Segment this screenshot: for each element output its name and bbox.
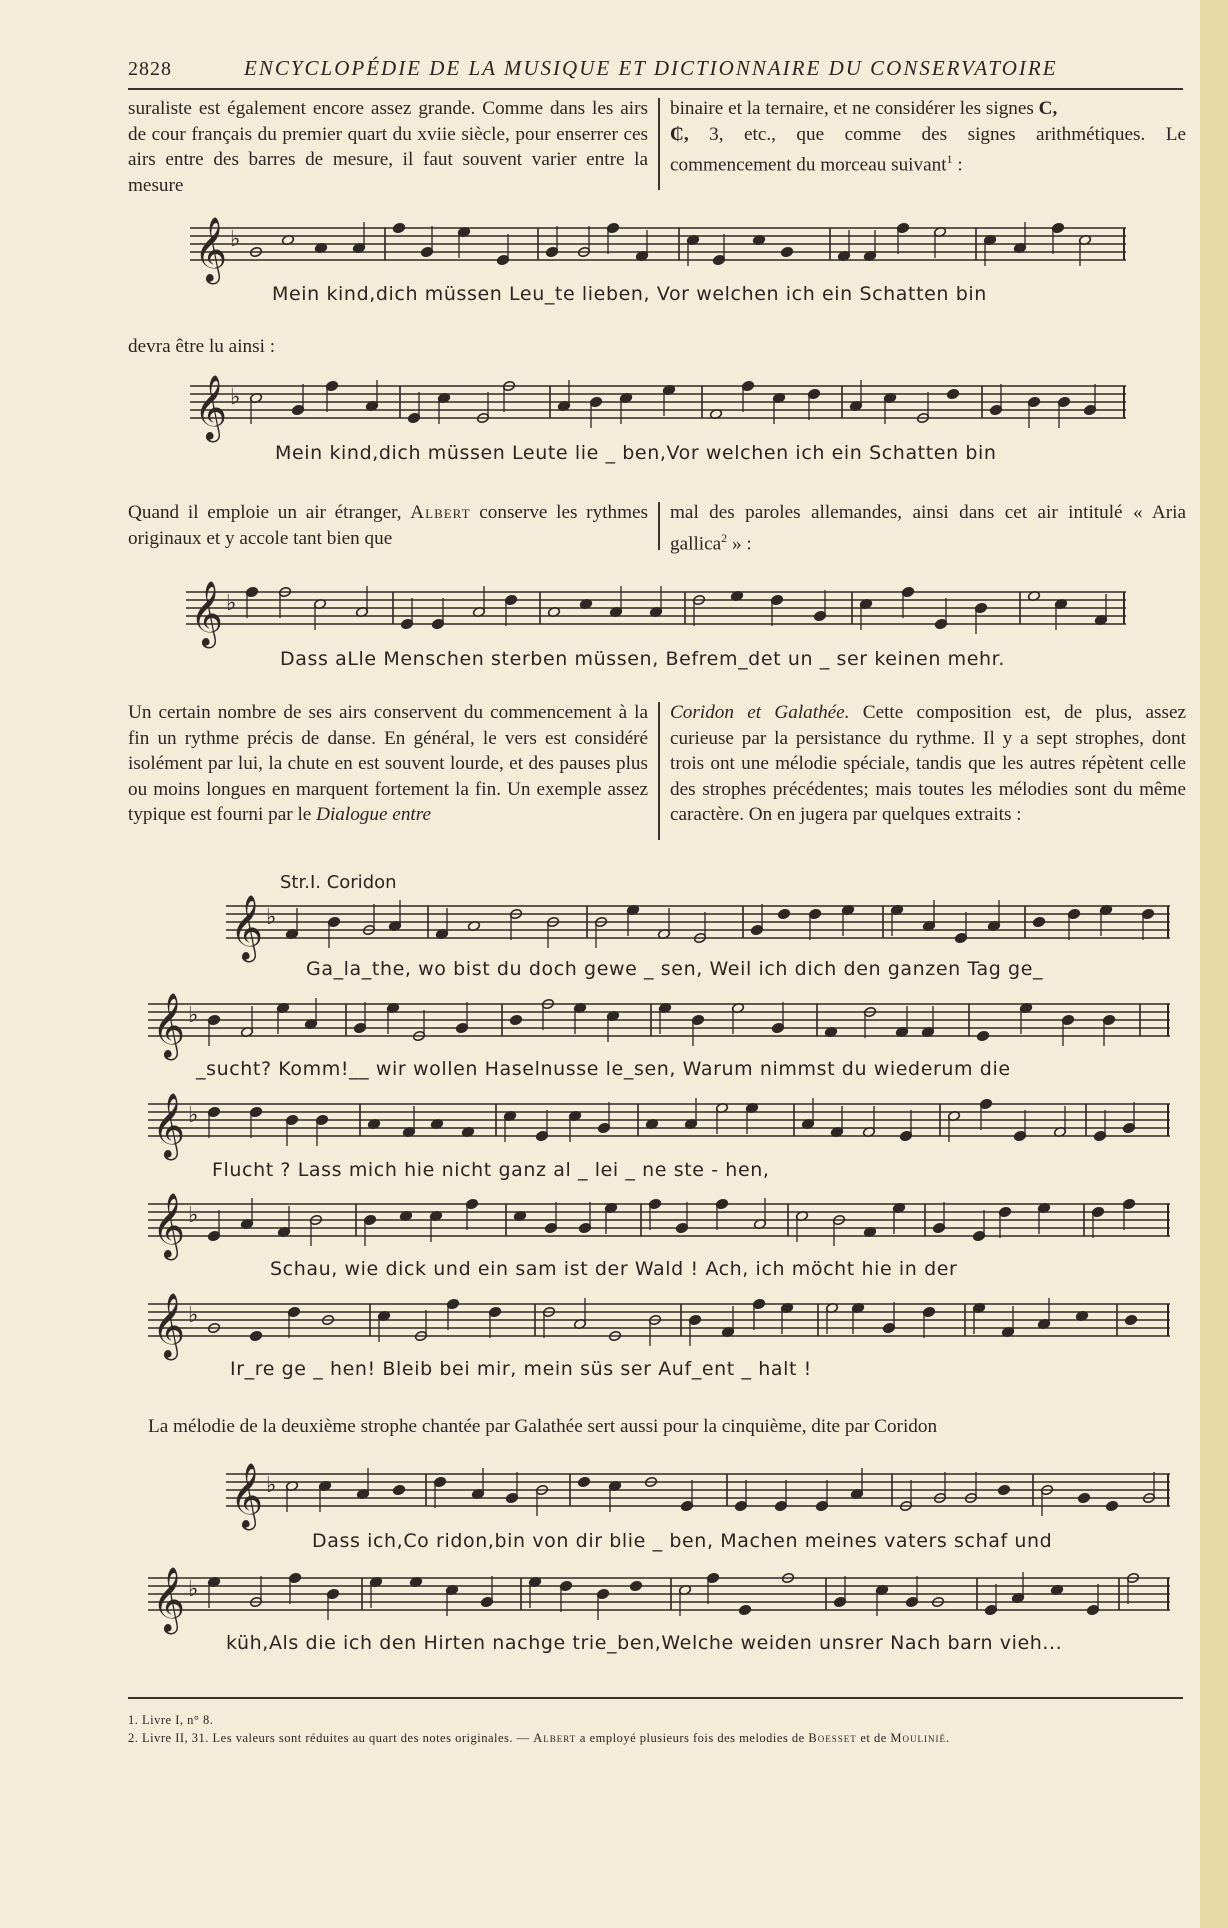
para3-right <box>670 700 1186 828</box>
para2-right-text <box>670 500 1186 557</box>
lyrics-cor3: Flucht ? Lass mich hie nicht ganz al _ lei _ ne ste - hen, <box>212 1159 770 1181</box>
lyrics-cor5: Ir_re ge _ hen! Bleib bei mir, mein süs ser Auf_ent _ halt ! <box>230 1358 812 1380</box>
fn2-moulinie: Moulinié <box>890 1731 947 1745</box>
fn2-c: et de <box>856 1731 891 1745</box>
column-divider <box>658 98 660 190</box>
intro-right-column <box>670 96 1186 178</box>
note-head <box>577 1476 590 1487</box>
column-divider-3 <box>658 702 660 840</box>
name-albert: Albert <box>410 502 471 523</box>
para3-right-b: Cette composition est, de plus, assez curieuse par la persistance du rythme. Il y a sept strophes, dont trois ont une mélodie spéciale, tandis que les autres répètent celle des strophes précédentes; mais toutes les mélodies sont du même caractère. On en jugera par quelques extraits : <box>670 702 1186 826</box>
treble-clef-icon: 𝄞 <box>230 1463 264 1528</box>
flat-key-icon: ♭ <box>226 591 237 616</box>
music-example-2 <box>190 374 1126 444</box>
fn2-b: a employé plusieurs fois des melodies de <box>576 1731 809 1745</box>
coridon-staff-2 <box>148 992 1170 1062</box>
treble-clef-icon: 𝄞 <box>152 1093 186 1158</box>
staff-cor1 <box>226 894 1170 964</box>
note-head <box>1124 1314 1137 1325</box>
flat-key-icon: ♭ <box>266 1473 277 1498</box>
staff-cor4 <box>148 1192 1170 1262</box>
sign-c: C, <box>1038 98 1058 119</box>
note-head <box>738 1604 751 1615</box>
music-example-1 <box>190 216 1126 286</box>
flat-key-icon: ♭ <box>188 1203 199 1228</box>
staff-cor2 <box>148 992 1170 1062</box>
galathee-staff-1 <box>226 1462 1170 1532</box>
transition-text: devra être lu ainsi : <box>128 336 276 357</box>
staff-gal2 <box>148 1566 1170 1636</box>
sign-cbar: ₵, <box>670 123 689 145</box>
note-head <box>392 1484 405 1495</box>
note-head <box>976 1030 989 1041</box>
note-head <box>249 1330 262 1341</box>
flat-key-icon: ♭ <box>188 1103 199 1128</box>
coridon-staff-5 <box>148 1292 1170 1362</box>
lyrics-cor2: _sucht? Komm!__ wir wollen Haselnusse le_sen, Warum nimmst du wiederum die <box>196 1058 1011 1080</box>
coridon-staff-3 <box>148 1092 1170 1162</box>
treble-clef-icon: 𝄞 <box>152 1293 186 1358</box>
intro-left-text: suraliste est également encore assez grande. Comme dans les airs de cour français du premier quart du xviie siècle, pour enserrer ces airs entre des barres de mesure, il faut souvent varier entre la mesure <box>128 98 648 196</box>
staff-ex1 <box>190 216 1126 286</box>
treble-clef-icon: 𝄞 <box>152 993 186 1058</box>
para2-left-text <box>128 500 648 551</box>
para2-left <box>128 500 648 551</box>
fn2-a: 2. Livre II, 31. Les valeurs sont réduites au quart des notes originales. — <box>128 1731 534 1745</box>
lyrics-gal1: Dass ich,Co ridon,bin von dir blie _ ben, Machen meines vaters schaf und <box>312 1530 1053 1552</box>
lyrics-ex1: Mein kind,dich müssen Leu_te lieben, Vor welchen ich ein Schatten bin <box>272 283 987 305</box>
galathee-intro: La mélodie de la deuxième strophe chantée par Galathée sert aussi pour la cinquième, dite par Coridon <box>148 1416 938 1437</box>
para3-right-italic: Coridon et Galathée. <box>670 702 850 723</box>
page-number: 2828 <box>128 58 172 80</box>
para2-right-b: » : <box>727 532 752 554</box>
note-head <box>1077 1492 1090 1503</box>
lyrics-cor4: Schau, wie dick und ein sam ist der Wald ! Ach, ich möcht hie in der <box>270 1258 958 1280</box>
lyrics-ex2: Mein kind,dich müssen Leute lie _ ben,Vor welchen ich ein Schatten bin <box>275 442 997 464</box>
note-head <box>392 222 405 233</box>
fn2-albert: Albert <box>533 1731 577 1745</box>
flat-key-icon: ♭ <box>230 385 241 410</box>
note-head <box>946 388 959 399</box>
running-title: ENCYCLOPÉDIE DE LA MUSIQUE ET DICTIONNAIRE DU CONSERVATOIRE <box>244 56 1058 80</box>
flat-key-icon: ♭ <box>188 1303 199 1328</box>
scan-edge <box>1200 0 1228 1928</box>
note-head <box>1032 916 1045 927</box>
note-head <box>780 246 793 257</box>
treble-clef-icon: 𝄞 <box>152 1193 186 1258</box>
note-head <box>777 908 790 919</box>
footnote-rule <box>128 1697 1183 1699</box>
para3-left-text <box>128 700 648 828</box>
para3-left-italic: Dialogue entre <box>316 804 432 826</box>
column-divider-2 <box>658 502 660 550</box>
para2-left-a: Quand il emploie un air étranger, <box>128 502 411 523</box>
galathee-staff-2 <box>148 1566 1170 1636</box>
flat-key-icon: ♭ <box>230 227 241 252</box>
intro-right-text <box>670 96 1186 178</box>
para3-right-text <box>670 700 1186 828</box>
lyrics-gal2: küh,Als die ich den Hirten nachge trie_ben,Welche weiden unsrer Nach barn vieh... <box>226 1632 1063 1654</box>
flat-key-icon: ♭ <box>266 905 277 930</box>
note-head <box>509 1014 522 1025</box>
footnote-ref-1: 1 <box>946 152 953 167</box>
note-head <box>629 1580 642 1591</box>
staff-ex3 <box>186 580 1126 650</box>
page-header <box>128 54 1188 86</box>
treble-clef-icon: 𝄞 <box>230 895 264 960</box>
staff-ex2 <box>190 374 1126 444</box>
coridon-label: Str.I. Coridon <box>280 872 397 893</box>
lyrics-ex3: Dass aLle Menschen sterben müssen, Befrem_det un _ ser keinen mehr. <box>280 648 1005 670</box>
intro-left-column <box>128 96 648 198</box>
treble-clef-icon: 𝄞 <box>152 1567 186 1632</box>
intro-right-a: binaire et la ternaire, et ne considérer les signes <box>670 98 1039 119</box>
staff-gal1 <box>226 1462 1170 1532</box>
lyrics-cor1: Ga_la_the, wo bist du doch gewe _ sen, Weil ich dich den ganzen Tag ge_ <box>306 958 1044 980</box>
para3-left <box>128 700 648 828</box>
footnote-2 <box>128 1730 1188 1746</box>
staff-cor5 <box>148 1292 1170 1362</box>
flat-key-icon: ♭ <box>188 1577 199 1602</box>
fn2-boesset: Boesset <box>808 1731 857 1745</box>
treble-clef-icon: 𝄞 <box>194 217 228 282</box>
fn2-d: . <box>946 1731 950 1745</box>
note-head <box>1105 1500 1118 1511</box>
coridon-staff-1 <box>226 894 1170 964</box>
para2-right <box>670 500 1186 557</box>
staff-cor3 <box>148 1092 1170 1162</box>
header-rule <box>128 88 1183 90</box>
note-head <box>997 1484 1010 1495</box>
para2-left-b: conserve les rythmes originaux et y accole tant bien que <box>128 502 648 549</box>
coridon-staff-4 <box>148 1192 1170 1262</box>
intro-right-c: : <box>952 154 963 176</box>
para2-right-a: mal des paroles allemandes, ainsi dans cet air intitulé « Aria gallica <box>670 502 1186 554</box>
footnote-1: 1. Livre I, n° 8. <box>128 1713 214 1727</box>
treble-clef-icon: 𝄞 <box>190 581 224 646</box>
flat-key-icon: ♭ <box>188 1003 199 1028</box>
footnote-ref-2: 2 <box>721 530 728 545</box>
para3-left-a: Un certain nombre de ses airs conservent du commencement à la fin un rythme précis de danse. En général, le vers est considéré isolément par lui, la chute en est souvent lourde, et des pauses plus ou moins longues en marquent fortement la fin. Un exemple assez typique est fourni par le <box>128 702 648 826</box>
intro-right-b: 3, etc., que comme des signes arithmétiques. Le commencement du morceau suivant <box>670 123 1186 176</box>
music-example-3 <box>186 580 1126 650</box>
treble-clef-icon: 𝄞 <box>194 375 228 440</box>
